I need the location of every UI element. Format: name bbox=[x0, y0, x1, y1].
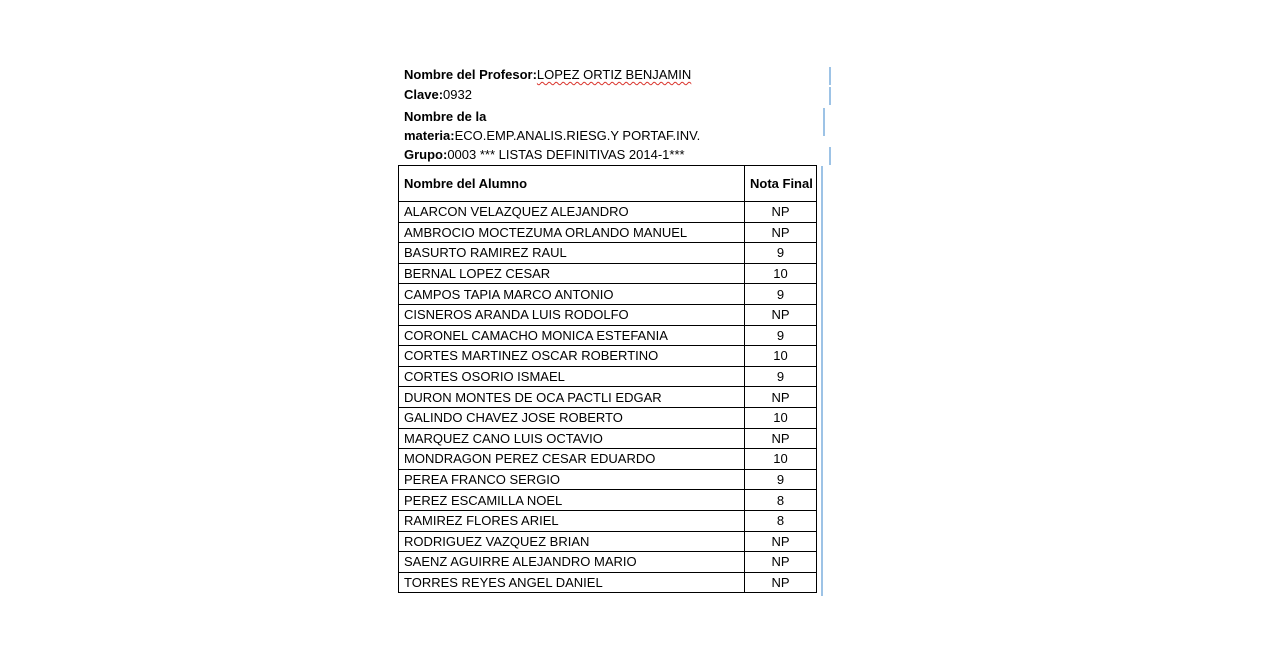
student-name-cell: RAMIREZ FLORES ARIEL bbox=[399, 510, 745, 531]
final-grade-cell: 10 bbox=[745, 346, 817, 367]
table-row bbox=[399, 510, 817, 531]
clave-line bbox=[398, 85, 831, 105]
final-grade-cell: NP bbox=[745, 531, 817, 552]
student-name-cell: TORRES REYES ANGEL DANIEL bbox=[399, 572, 745, 593]
student-name-cell: CORONEL CAMACHO MONICA ESTEFANIA bbox=[399, 325, 745, 346]
student-name-cell: DURON MONTES DE OCA PACTLI EDGAR bbox=[399, 387, 745, 408]
final-grade-cell: 8 bbox=[745, 490, 817, 511]
final-grade-cell: 10 bbox=[745, 449, 817, 470]
cell-edge-mark bbox=[823, 108, 825, 136]
table-row bbox=[399, 243, 817, 264]
table-row bbox=[399, 284, 817, 305]
column-header-name: Nombre del Alumno bbox=[399, 166, 745, 202]
table-row bbox=[399, 407, 817, 428]
final-grade-cell: NP bbox=[745, 387, 817, 408]
clave-value: 0932 bbox=[443, 87, 472, 102]
student-name-cell: AMBROCIO MOCTEZUMA ORLANDO MANUEL bbox=[399, 222, 745, 243]
student-name-cell: MONDRAGON PEREZ CESAR EDUARDO bbox=[399, 449, 745, 470]
table-row bbox=[399, 263, 817, 284]
table-row bbox=[399, 531, 817, 552]
final-grade-cell: 10 bbox=[745, 407, 817, 428]
table-header-row bbox=[399, 166, 817, 202]
student-name-cell: RODRIGUEZ VAZQUEZ BRIAN bbox=[399, 531, 745, 552]
right-edge-shade bbox=[821, 166, 823, 596]
final-grade-cell: 10 bbox=[745, 263, 817, 284]
final-grade-cell: 9 bbox=[745, 284, 817, 305]
table-row bbox=[399, 325, 817, 346]
table-row bbox=[399, 572, 817, 593]
profesor-label: Nombre del Profesor: bbox=[404, 67, 537, 82]
student-name-cell: CORTES MARTINEZ OSCAR ROBERTINO bbox=[399, 346, 745, 367]
materia-label: Nombre de la materia: bbox=[404, 109, 487, 143]
student-name-cell: CORTES OSORIO ISMAEL bbox=[399, 366, 745, 387]
final-grade-cell: 9 bbox=[745, 469, 817, 490]
table-row bbox=[399, 552, 817, 573]
student-name-cell: PEREZ ESCAMILLA NOEL bbox=[399, 490, 745, 511]
student-name-cell: BERNAL LOPEZ CESAR bbox=[399, 263, 745, 284]
student-name-cell: SAENZ AGUIRRE ALEJANDRO MARIO bbox=[399, 552, 745, 573]
table-row bbox=[399, 366, 817, 387]
grupo-label: Grupo: bbox=[404, 147, 448, 162]
table-row bbox=[399, 346, 817, 367]
final-grade-cell: NP bbox=[745, 304, 817, 325]
student-name-cell: CAMPOS TAPIA MARCO ANTONIO bbox=[399, 284, 745, 305]
final-grade-cell: 9 bbox=[745, 325, 817, 346]
student-name-cell: GALINDO CHAVEZ JOSE ROBERTO bbox=[399, 407, 745, 428]
final-grade-cell: 8 bbox=[745, 510, 817, 531]
student-name-cell: MARQUEZ CANO LUIS OCTAVIO bbox=[399, 428, 745, 449]
materia-value: ECO.EMP.ANALIS.RIESG.Y PORTAF.INV. bbox=[454, 128, 701, 143]
grupo-value: 0003 *** LISTAS DEFINITIVAS 2014-1*** bbox=[447, 147, 685, 162]
final-grade-cell: NP bbox=[745, 552, 817, 573]
student-name-cell: BASURTO RAMIREZ RAUL bbox=[399, 243, 745, 264]
materia-line bbox=[398, 106, 704, 145]
final-grade-cell: 9 bbox=[745, 366, 817, 387]
cell-edge-mark bbox=[829, 67, 831, 85]
cell-edge-mark bbox=[829, 147, 831, 165]
final-grade-cell: 9 bbox=[745, 243, 817, 264]
table-row bbox=[399, 490, 817, 511]
grupo-line bbox=[398, 145, 831, 165]
student-name-cell: PEREA FRANCO SERGIO bbox=[399, 469, 745, 490]
table-row bbox=[399, 304, 817, 325]
table-row bbox=[399, 469, 817, 490]
table-row bbox=[399, 202, 817, 223]
final-grade-cell: NP bbox=[745, 222, 817, 243]
table-row bbox=[399, 387, 817, 408]
profesor-name: LOPEZ ORTIZ BENJAMIN bbox=[536, 67, 692, 82]
table-row bbox=[399, 449, 817, 470]
students-table bbox=[398, 165, 817, 593]
profesor-line bbox=[398, 65, 831, 85]
table-row bbox=[399, 428, 817, 449]
student-name-cell: ALARCON VELAZQUEZ ALEJANDRO bbox=[399, 202, 745, 223]
final-grade-cell: NP bbox=[745, 428, 817, 449]
final-grade-cell: NP bbox=[745, 572, 817, 593]
student-name-cell: CISNEROS ARANDA LUIS RODOLFO bbox=[399, 304, 745, 325]
final-grade-cell: NP bbox=[745, 202, 817, 223]
column-header-grade: Nota Final bbox=[745, 166, 817, 202]
table-row bbox=[399, 222, 817, 243]
cell-edge-mark bbox=[829, 87, 831, 105]
clave-label: Clave: bbox=[404, 87, 444, 102]
